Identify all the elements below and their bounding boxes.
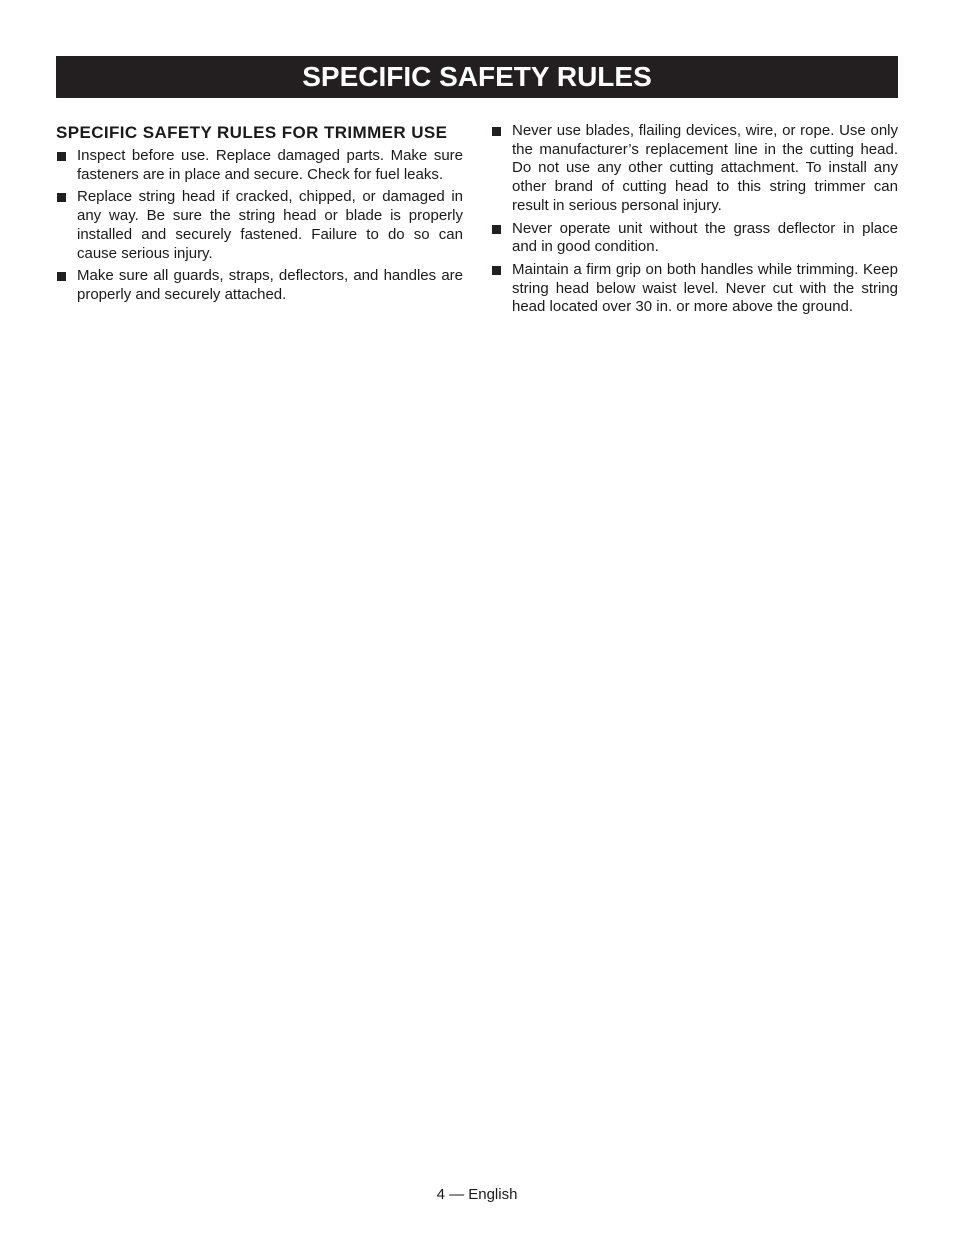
title-bar <box>56 56 898 98</box>
list-item <box>56 147 463 184</box>
list-item <box>491 261 898 317</box>
rule-text: Never use blades, flailing devices, wire, or rope. Use only the manufacturer’s replacement line in the cutting head. Do not use any other cutting attachment. To install any other brand of cutting head to this string trimmer can result in serious personal injury. <box>512 122 898 214</box>
rule-text: Make sure all guards, straps, deflectors, and handles are properly and securely attached. <box>77 267 463 303</box>
square-bullet-icon <box>57 193 66 202</box>
rule-text: Inspect before use. Replace damaged parts. Make sure fasteners are in place and secure. Check for fuel leaks. <box>77 147 463 183</box>
right-rules-list <box>491 122 898 317</box>
page-footer: 4 — English <box>436 1186 518 1203</box>
list-item <box>491 122 898 216</box>
right-column <box>491 122 898 321</box>
left-column <box>56 122 463 309</box>
list-item <box>56 267 463 304</box>
square-bullet-icon <box>492 225 501 234</box>
list-item <box>56 188 463 263</box>
rule-text: Never operate unit without the grass deflector in place and in good condition. <box>512 219 898 256</box>
page-title: SPECIFIC SAFETY RULES <box>302 61 652 92</box>
left-rules-list <box>56 147 463 305</box>
rule-text: Maintain a firm grip on both handles while trimming. Keep string head below waist level. Never cut with the string head located over 30 in. or more above the ground. <box>512 260 898 316</box>
square-bullet-icon <box>57 152 66 161</box>
square-bullet-icon <box>492 127 501 136</box>
list-item <box>491 220 898 257</box>
square-bullet-icon <box>57 272 66 281</box>
square-bullet-icon <box>492 266 501 275</box>
section-heading: SPECIFIC SAFETY RULES FOR TRIMMER USE <box>56 123 448 142</box>
rule-text: Replace string head if cracked, chipped, or damaged in any way. Be sure the string head or blade is properly installed and securely fastened. Failure to do so can cause serious injury. <box>77 188 463 262</box>
